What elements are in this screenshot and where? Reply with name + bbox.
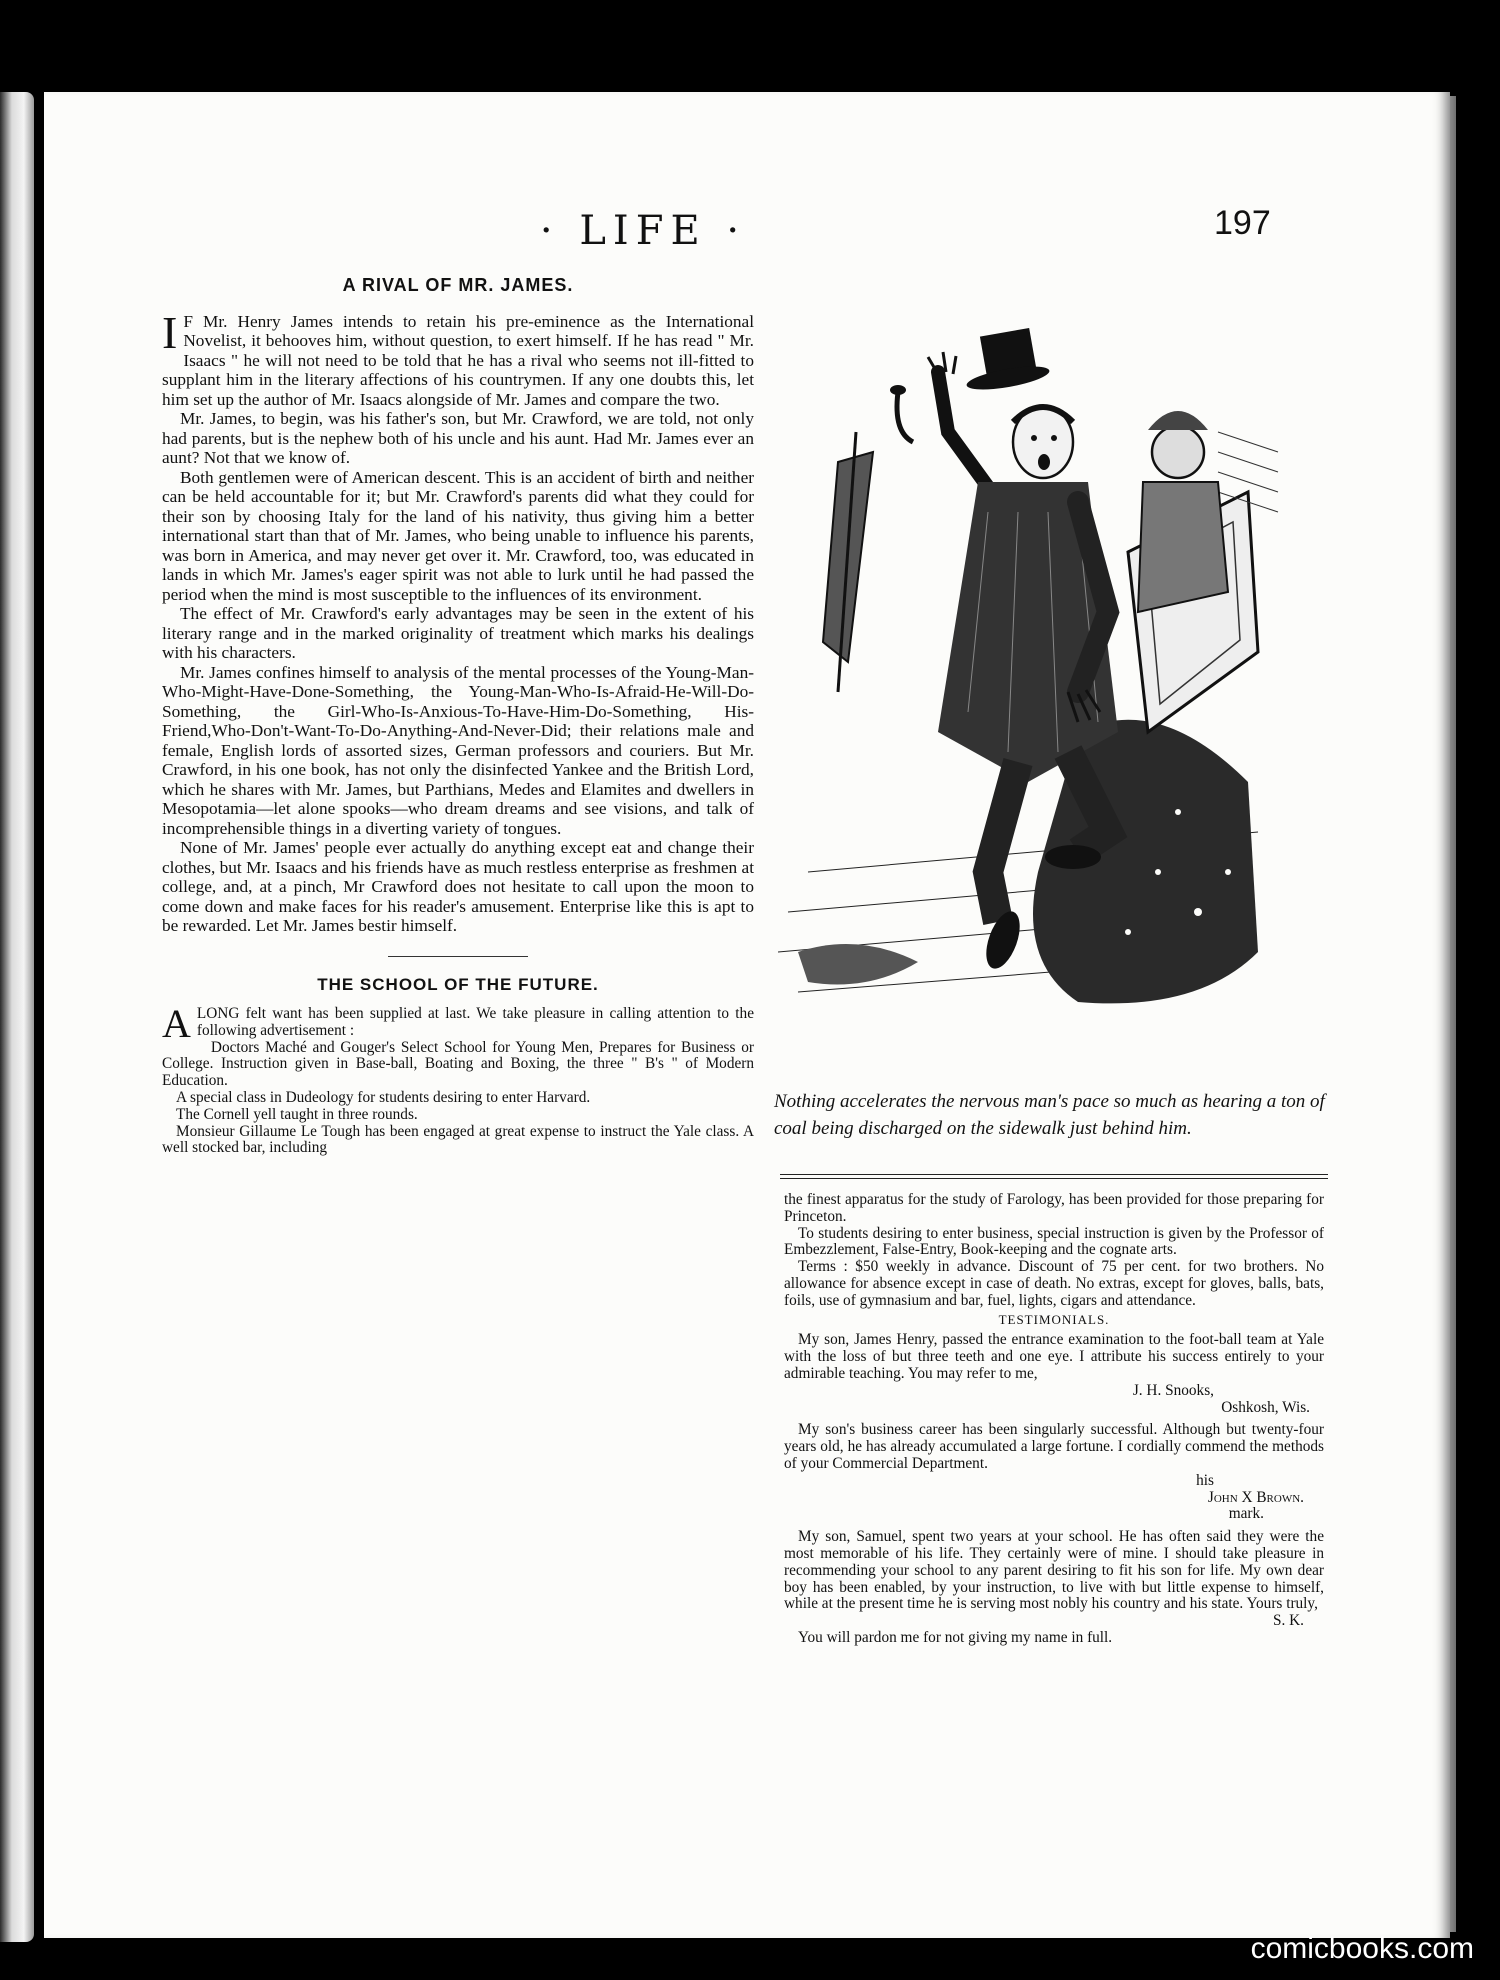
article-paragraph: Monsieur Gillaume Le Tough has been engaged at great expense to instruct the Yale class. A well stocked bar, including <box>162 1122 754 1157</box>
article-paragraph: Both gentlemen were of American descent. This is an accident of birth and neither can be held accountable for it; but Mr. Crawford's parents did what they could for their son by choosing Italy for the land of his nativity, thus giving him a better international start than that of Mr. James, who being unable to influence his parents, was born in America, and may never get over it. Mr. Crawford, too, was educated in lands in which Mr. James's eager spirit was not able to lurk until he had passed the period when the mind is most susceptible to the influences of its environment. <box>162 467 754 604</box>
right-column <box>784 1192 1324 1647</box>
article-paragraph: the finest apparatus for the study of Farology, has been provided for those preparing for Princeton. <box>784 1191 1324 1225</box>
signature-mark: mark. <box>1228 1505 1264 1523</box>
section-divider <box>388 956 528 957</box>
postscript: You will pardon me for not giving my name in full. <box>798 1628 1113 1646</box>
signature: John X Brown. <box>1207 1488 1304 1506</box>
article-paragraph: Mr. James, to begin, was his father's son, but Mr. Crawford, we are told, not only had parents, but is the nephew both of his uncle and his aunt. Had Mr. James ever an aunt? Not that we know of. <box>162 409 754 467</box>
drop-cap: I <box>162 306 178 358</box>
testimonials-heading: TESTIMONIALS. <box>998 1311 1110 1327</box>
article-title: THE SCHOOL OF THE FUTURE. <box>317 974 599 994</box>
drop-cap: A <box>162 1001 191 1046</box>
article-paragraph: I F Mr. Henry James intends to retain his pre-eminence as the International Novelist, it behooves him, without question, to exert himself. If he has read " Mr. Isaacs " he will not need to be told that he has a rival who seems not ill-fitted to supplant him in the literary affections of his countrymen. If any one doubts this, let him set up the author of Mr. Isaacs alongside of Mr. James and compare the two. <box>162 306 754 409</box>
left-column <box>162 276 754 1157</box>
article-paragraph: None of Mr. James' people ever actually do anything except eat and change their clothes, but Mr. Isaacs and his friends have as much restless enterprise as freshmen at college, and, at a pinch, Mr Crawford does not hesitate to call upon the moon to come down and make faces for his reader's amusement. Enterprise like this is apt to be rewarded. Let Mr. James bestir himself. <box>162 838 754 935</box>
article-title: A RIVAL OF MR. JAMES. <box>342 275 574 295</box>
article-paragraph: To students desiring to enter business, special instruction is given by the Professor of Embezzlement, False-Entry, Book-keeping and the cognate arts. <box>784 1224 1324 1259</box>
facing-page-edge <box>0 92 34 1942</box>
column-rule <box>780 1178 1328 1179</box>
article-paragraph: The Cornell yell taught in three rounds. <box>176 1105 418 1123</box>
article-paragraph: ALONG felt want has been supplied at last. We take pleasure in calling attention to the following advertisement : <box>162 1001 754 1046</box>
article-paragraph: Doctors Maché and Gouger's Select School for Young Men, Prepares for Business or College. Instruction given in Base-ball, Boating and Boxing, the three " B's " of Modern Education. <box>162 1038 754 1090</box>
testimonial: My son's business career has been singularly successful. Although but twenty-four years old, he has already accumulated a large fortune. I cordially commend the methods of your Commercial Department. <box>784 1421 1324 1472</box>
testimonial: My son, James Henry, passed the entrance examination to the foot-ball team at Yale with the loss of but three teeth and one eye. I attribute his success entirely to your admirable teaching. You may refer to me, <box>784 1331 1324 1382</box>
article-paragraph: Mr. James confines himself to analysis of the mental processes of the Young-Man-Who-Might-Have-Done-Something, the Young-Man-Who-Is-Afraid-He-Will-Do-Something, the Girl-Who-Is-Anxious-To-Have-Him-Do-Something, His-Friend,Who-Don't-Want-To-Do-Anything-And-Never-Did; their relations male and female, English lords of assorted sizes, German professors and couriers. But Mr. Crawford, in his one book, has not only the disinfected Yankee and the British Lord, which he shares with Mr. James, but Parthians, Medes and Elamites and dwellers in Mesopotamia—let alone spooks—who dream dreams and see visions, and talk of incomprehensible things in a diverting variety of tongues. <box>162 662 754 838</box>
article-paragraph: The effect of Mr. Crawford's early advantages may be seen in the extent of his literary range and in the marked originality of treatment which marks his dealings with his characters. <box>162 604 754 662</box>
masthead: · LIFE · <box>539 208 747 254</box>
watermark: comicbooks.com <box>1250 1932 1474 1965</box>
illustration-caption: Nothing accelerates the nervous man's pace so much as hearing a ton of coal being discharged on the sidewalk just behind him. <box>774 1091 1325 1139</box>
signature-place: Oshkosh, Wis. <box>1221 1398 1310 1416</box>
cartoon-illustration <box>778 312 1288 1072</box>
signature: J. H. Snooks, <box>1132 1381 1214 1399</box>
signature-his: his <box>1196 1471 1214 1489</box>
column-rule <box>780 1174 1328 1175</box>
article-paragraph: Terms : $50 weekly in advance. Discount of 75 per cent. for two brothers. No allowance for absence except in case of death. No extras, except for gloves, balls, bats, foils, use of gymnasium and bar, fuel, lights, cigars and attendance. <box>784 1258 1324 1309</box>
signature: S. K. <box>1272 1612 1304 1630</box>
article-paragraph: A special class in Dudeology for students desiring to enter Harvard. <box>176 1088 591 1106</box>
magazine-page <box>44 92 1450 1938</box>
advertisement-text <box>162 1001 754 1157</box>
testimonial: My son, Samuel, spent two years at your school. He has often said they were the most memorable of his life. They certainly were of mine. I should take pleasure in recommending your school to any parent desiring to fit his son for life. My own dear boy has been enabled, by your instruction, to live with but little expense to himself, while at the present time he is serving most nobly his country and his state. Yours truly, <box>784 1528 1324 1613</box>
page-number: 197 <box>1214 204 1271 242</box>
